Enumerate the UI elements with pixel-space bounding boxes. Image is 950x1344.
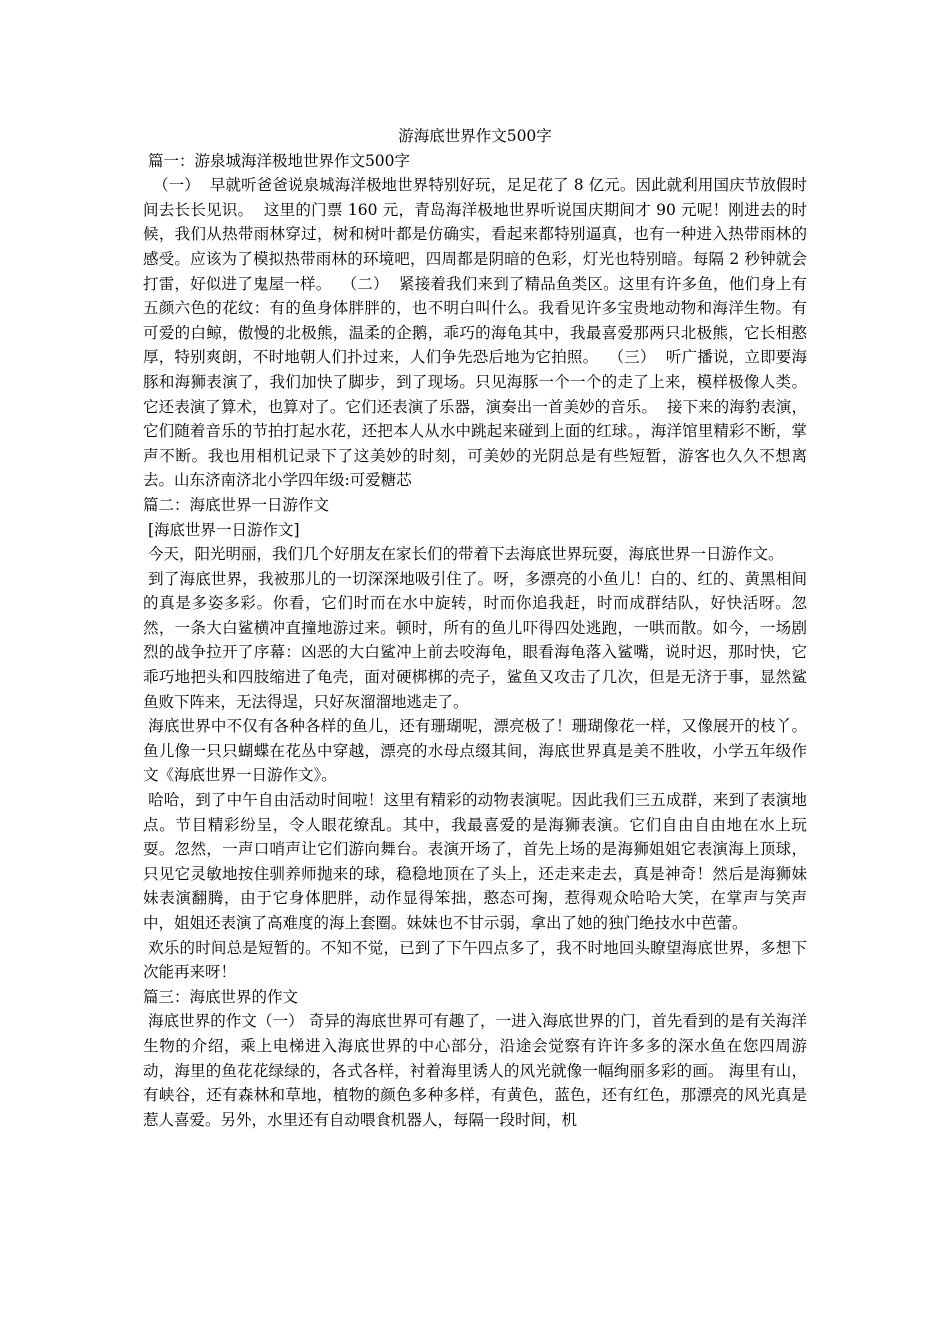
essay-2-paragraph-5: 欢乐的时间总是短暂的。不知不觉，已到了下午四点多了，我不时地回头瞭望海底世界，多想下次能再来呀！ <box>143 938 807 982</box>
document-title: 游海底世界作文500字 <box>398 127 552 145</box>
essay-2-paragraph-1: 今天，阳光明丽，我们几个好朋友在家长们的带着下去海底世界玩耍，海底世界一日游作文。 <box>143 545 784 564</box>
essay-1-body: （一） 早就听爸爸说泉城海洋极地世界特别好玩，足足花了 8 亿元。因此就利用国庆节放假时间去长长见识。 这里的门票 160 元，青岛海洋极地世界听说国庆期间才 90 元呢！刚进去的时候，我们从热带雨林穿过，树和树叶都是仿确实，看起来都特别逼真，也有一种进入热带雨林的感受。应该为了模拟热带雨林的环境吧，四周都是阴暗的色彩，灯光也特别暗。每隔 2 秒钟就会打雷，好似进了鬼屋一样。 （二） 紧接着我们来到了精品鱼类区。这里有许多鱼，他们身上有五颜六色的花纹：有的鱼身体胖胖的，也不明白叫什么。我看见许多宝贵地动物和海洋生物。有可爱的白鲸，傲慢的北极熊，温柔的企鹅，乖巧的海龟其中，我最喜爱那两只北极熊，它长相憨厚，特别爽朗，不时地朝人们扑过来，人们争先恐后地为它拍照。 （三） 听广播说，立即要海豚和海狮表演了，我们加快了脚步，到了现场。只见海豚一个一个的走了上来，模样极像人类。它还表演了算术，也算对了。它们还表演了乐器，演奏出一首美妙的音乐。 接下来的海豹表演，它们随着音乐的节拍打起水花，还把本人从水中跳起来碰到上面的红球。，海洋馆里精彩不断，掌声不断。我也用相机记录下了这美妙的时刻，可美妙的光阴总是有些短暂，游客也久久不想离去。山东济南济北小学四年级:可爱糖芯 <box>143 176 807 490</box>
essay-2-subtitle: [海底世界一日游作文] <box>143 520 300 539</box>
essay-2-paragraph-4: 哈哈，到了中午自由活动时间啦！这里有精彩的动物表演呢。因此我们三五成群，来到了表演地点。节目精彩纷呈，令人眼花缭乱。其中，我最喜爱的是海狮表演。它们自由自由地在水上玩耍。忽然，一声口哨声让它们游向舞台。表演开场了，首先上场的是海狮姐姐它表演海上顶球，只见它灵敏地按住驯养师抛来的球，稳稳地顶在了头上，还走来走去，真是神奇！然后是海狮妹妹表演翻腾，由于它身体肥胖，动作显得笨拙，憨态可掬，惹得观众哈哈大笑，在掌声与笑声中，姐姐还表演了高难度的海上套圈。妹妹也不甘示弱，拿出了她的独门绝技水中芭蕾。 <box>143 791 807 932</box>
essay-3-paragraph-1: 海底世界的作文（一） 奇异的海底世界可有趣了，一进入海底世界的门，首先看到的是有关海洋生物的介绍，乘上电梯进入海底世界的中心部分，沿途会觉察有许许多多的深水鱼在您四周游动，海里的鱼花花绿绿的，各式各样，衬着海里诱人的风光就像一幅绚丽多彩的画。 海里有山，有峡谷，还有森林和草地，植物的颜色多种多样，有黄色，蓝色，还有红色，那漂亮的风光真是惹人喜爱。另外，水里还有自动喂食机器人，每隔一段时间，机 <box>143 1012 807 1129</box>
essay-2-paragraph-3: 海底世界中不仅有各种各样的鱼儿，还有珊瑚呢，漂亮极了！珊瑚像花一样，又像展开的枝丫。鱼儿像一只只蝴蝶在花丛中穿越，漂亮的水母点缀其间，海底世界真是美不胜收，小学五年级作文《海底世界一日游作文》。 <box>143 717 807 785</box>
essay-2-heading: 篇二：海底世界一日游作文 <box>143 495 330 514</box>
essay-2-paragraph-2: 到了海底世界，我被那儿的一切深深地吸引住了。呀，多漂亮的小鱼儿！白的、红的、黄黑相间的真是多姿多彩。你看，它们时而在水中旋转，时而你追我赶，时而成群结队，好快活呀。忽然，一条大白鲨横冲直撞地游过来。顿时，所有的鱼儿吓得四处逃跑，一哄而散。如今，一场剧烈的战争拉开了序幕：凶恶的大白鲨冲上前去咬海龟，眼看海龟落入鲨嘴，说时迟，那时快，它乖巧地把头和四肢缩进了龟壳，面对硬梆梆的壳子，鲨鱼又攻击了几次，但是无济于事，显然鲨鱼败下阵来，无法得逞，只好灰溜溜地逃走了。 <box>143 569 807 711</box>
essay-3-heading: 篇三：海底世界的作文 <box>143 987 299 1006</box>
document-body <box>143 124 807 1132</box>
essay-1-heading: 篇一：游泉城海洋极地世界作文500字 <box>143 151 411 170</box>
